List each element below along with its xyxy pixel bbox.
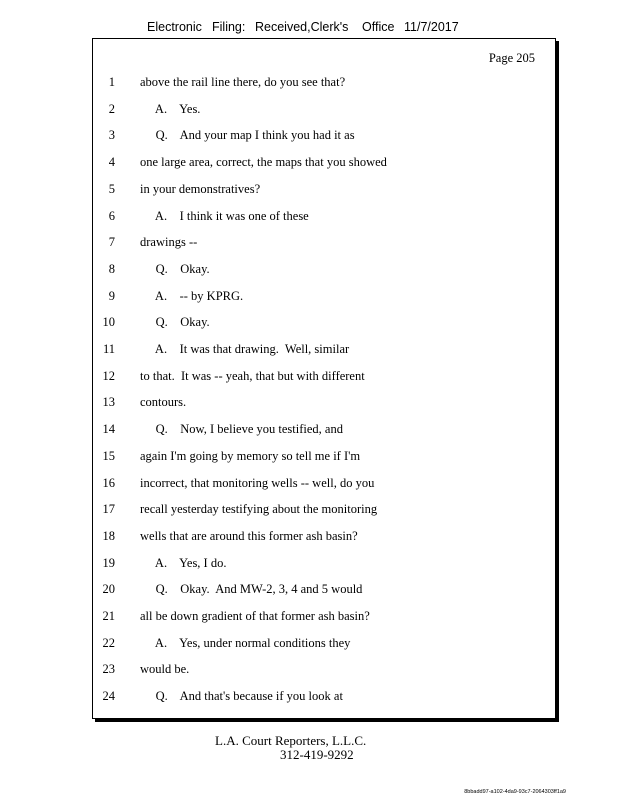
line-text: again I'm going by memory so tell me if I'm [140, 448, 361, 463]
line-text: all be down gradient of that former ash basin? [140, 609, 370, 623]
line-number: 22 [102, 635, 115, 650]
line-number: 17 [102, 502, 115, 517]
line-text: one large area, correct, the maps that you showed [140, 155, 387, 170]
line-number: 15 [102, 448, 115, 463]
transcript-line [93, 636, 555, 654]
filing-header [0, 20, 618, 38]
line-number: 8 [108, 261, 115, 276]
line-number: 4 [108, 155, 115, 170]
line-text: drawings -- [140, 235, 198, 250]
transcript-line [93, 449, 555, 467]
filing-header-filing: Filing: [212, 20, 246, 34]
line-text: recall yesterday testifying about the monitoring [140, 502, 378, 517]
line-number: 24 [102, 689, 115, 704]
line-number: 9 [108, 288, 115, 303]
line-number: 10 [102, 315, 115, 330]
line-number: 18 [102, 528, 115, 543]
transcript-line [93, 289, 555, 307]
line-text: A. I think it was one of these [140, 208, 309, 223]
line-number: 5 [108, 181, 115, 196]
line-text: Q. Now, I believe you testified, and [140, 422, 343, 437]
line-text: to that. It was -- yeah, that but with different [140, 368, 365, 383]
transcript-line [93, 556, 555, 574]
line-number: 2 [108, 101, 115, 116]
transcript-line [93, 75, 555, 93]
line-text: A. Yes, under normal conditions they [140, 635, 351, 650]
line-text: A. It was that drawing. Well, similar [140, 342, 350, 356]
line-number: 14 [102, 422, 115, 437]
transcript-line [93, 262, 555, 280]
transcript-line [93, 582, 555, 600]
transcript-line [93, 209, 555, 227]
filing-header-date: 11/7/2017 [404, 20, 459, 34]
transcript-line [93, 155, 555, 173]
transcript-line [93, 609, 555, 627]
line-number: 21 [102, 609, 115, 623]
transcript-line [93, 476, 555, 494]
line-number: 23 [102, 662, 115, 677]
transcript-line [93, 315, 555, 333]
line-number: 16 [102, 475, 115, 490]
transcript-line [93, 529, 555, 547]
transcript-line [93, 369, 555, 387]
transcript-line [93, 422, 555, 440]
transcript-line [93, 128, 555, 146]
line-text: A. Yes. [140, 101, 201, 116]
line-text: above the rail line there, do you see that? [140, 75, 346, 89]
transcript-line [93, 235, 555, 253]
line-text: wells that are around this former ash basin? [140, 528, 358, 543]
transcript-line [93, 395, 555, 413]
line-text: Q. Okay. [140, 261, 210, 276]
line-text: A. Yes, I do. [140, 555, 227, 570]
filing-header-received: Received,Clerk's [255, 20, 349, 34]
transcript-line [93, 342, 555, 360]
line-text: Q. Okay. And MW-2, 3, 4 and 5 would [140, 582, 363, 597]
filing-header-office: Office [362, 20, 395, 34]
line-number: 20 [102, 582, 115, 597]
footer-company: L.A. Court Reporters, L.L.C. [215, 733, 367, 748]
line-number: 19 [102, 555, 115, 570]
line-text: contours. [140, 395, 187, 410]
page-number: Page 205 [488, 51, 535, 65]
line-text: incorrect, that monitoring wells -- well, do you [140, 475, 375, 490]
line-text: Q. And that's because if you look at [140, 689, 343, 704]
line-number: 3 [108, 128, 115, 143]
transcript-line [93, 502, 555, 520]
line-text: in your demonstratives? [140, 181, 261, 196]
footer-phone: 312-419-9292 [280, 747, 354, 762]
transcript-line [93, 662, 555, 680]
line-number: 11 [102, 342, 115, 356]
line-text: A. -- by KPRG. [140, 288, 244, 303]
line-number: 13 [102, 395, 115, 410]
line-text: Q. Okay. [140, 315, 210, 330]
line-number: 7 [108, 235, 115, 250]
line-number: 6 [108, 208, 115, 223]
transcript-line [93, 102, 555, 120]
line-number: 1 [108, 75, 115, 89]
transcript-page [92, 38, 556, 719]
filing-header-electronic: Electronic [147, 20, 202, 34]
line-number: 12 [102, 368, 115, 383]
transcript-line [93, 689, 555, 707]
line-text: Q. And your map I think you had it as [140, 128, 355, 143]
line-text: would be. [140, 662, 190, 677]
transcript-line [93, 182, 555, 200]
document-id: 8bbadd97-a102-4da9-93c7-2064303ff1a9 [464, 789, 566, 795]
